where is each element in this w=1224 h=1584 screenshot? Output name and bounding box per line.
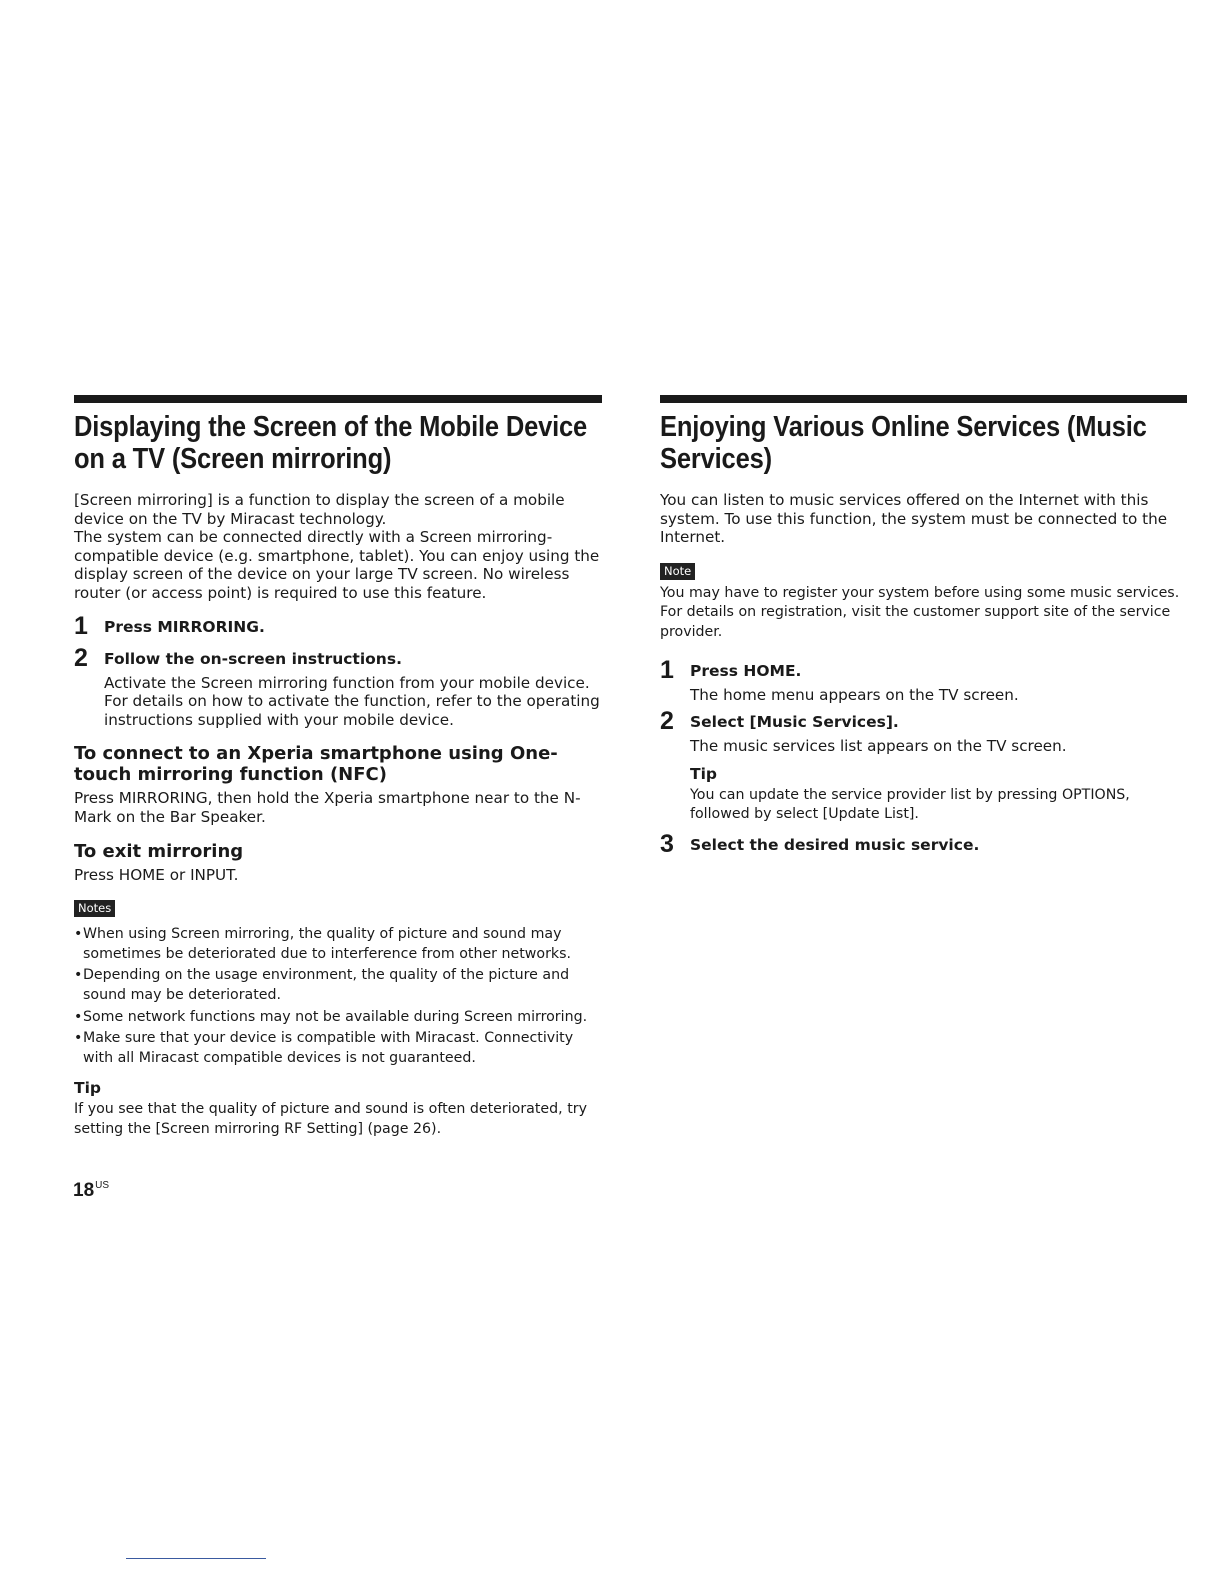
section-title: Enjoying Various Online Services (Music Services) [660, 411, 1147, 475]
section-rule [74, 395, 602, 403]
right-column [660, 395, 1187, 858]
step-1 [660, 655, 1187, 705]
nfc-heading: To connect to an Xperia smartphone using One-touch mirroring function (NFC) [74, 743, 558, 786]
tip-text: If you see that the quality of picture and sound is often deteriorated, try setting the [Screen mirroring RF Setting] (page 26). [74, 1101, 587, 1137]
step-number: 2 [74, 643, 88, 672]
step-number: 1 [660, 655, 674, 684]
left-column [74, 395, 602, 1139]
list-item: • Depending on the usage environment, the quality of the picture and sound may be deteriorated. [74, 966, 602, 1005]
tip-text: You can update the service provider list by pressing OPTIONS, followed by select [Update List]. [690, 786, 1130, 823]
note-text: You may have to register your system before using some music services. For details on registration, visit the customer support site of the service provider. [660, 584, 1180, 640]
tip-label: Tip [74, 1079, 101, 1098]
step-description: The home menu appears on the TV screen. [690, 685, 1019, 704]
note-badge: Note [660, 563, 695, 580]
step-number: 2 [660, 707, 674, 736]
step-description: The music services list appears on the TV screen. [690, 737, 1067, 756]
notes-list [74, 925, 602, 1068]
step-title: Press MIRRORING. [104, 617, 265, 636]
step-number: 1 [74, 611, 88, 640]
exit-text: Press HOME or INPUT. [74, 865, 239, 884]
list-item: • Some network functions may not be available during Screen mirroring. [74, 1008, 602, 1028]
step-description: Activate the Screen mirroring function from your mobile device. For details on how to activate the function, refer to the operating instructions supplied with your mobile device. [104, 673, 600, 729]
notes-badge: Notes [74, 900, 115, 917]
step-1 [74, 611, 602, 640]
step-title: Select the desired music service. [690, 835, 980, 854]
step-number: 3 [660, 829, 674, 858]
page-region: US [95, 1180, 110, 1191]
intro-paragraph-2: The system can be connected directly with a Screen mirroring-compatible device (e.g. smartphone, tablet). You can enjoy using the display screen of the device on your large TV screen. No wireless router (or access point) is required to use this feature. [74, 528, 600, 602]
section-title: Displaying the Screen of the Mobile Device on a TV (Screen mirroring) [74, 411, 588, 475]
footer-line [126, 1558, 266, 1559]
tip-label: Tip [690, 764, 717, 783]
intro-paragraph: You can listen to music services offered on the Internet with this system. To use this function, the system must be connected to the Internet. [660, 491, 1168, 547]
page-number: $18^{US}$ [73, 1180, 110, 1201]
list-item: • When using Screen mirroring, the quality of picture and sound may sometimes be deteriorated due to interference from other networks. [74, 925, 602, 964]
list-item: • Make sure that your device is compatible with Miracast. Connectivity with all Miracast compatible devices is not guaranteed. [74, 1029, 602, 1068]
intro-paragraph: [Screen mirroring] is a function to display the screen of a mobile device on the TV by Miracast technology. [74, 491, 565, 528]
step-2 [660, 707, 1187, 825]
step-title: Press HOME. [690, 661, 802, 680]
step-title: Select [Music Services]. [690, 713, 899, 732]
section-rule [660, 395, 1187, 403]
exit-heading: To exit mirroring [74, 840, 244, 862]
nfc-text: Press MIRRORING, then hold the Xperia smartphone near to the N-Mark on the Bar Speaker. [74, 789, 581, 826]
step-title: Follow the on-screen instructions. [104, 649, 402, 668]
step-3 [660, 829, 1187, 858]
step-2 [74, 643, 602, 730]
